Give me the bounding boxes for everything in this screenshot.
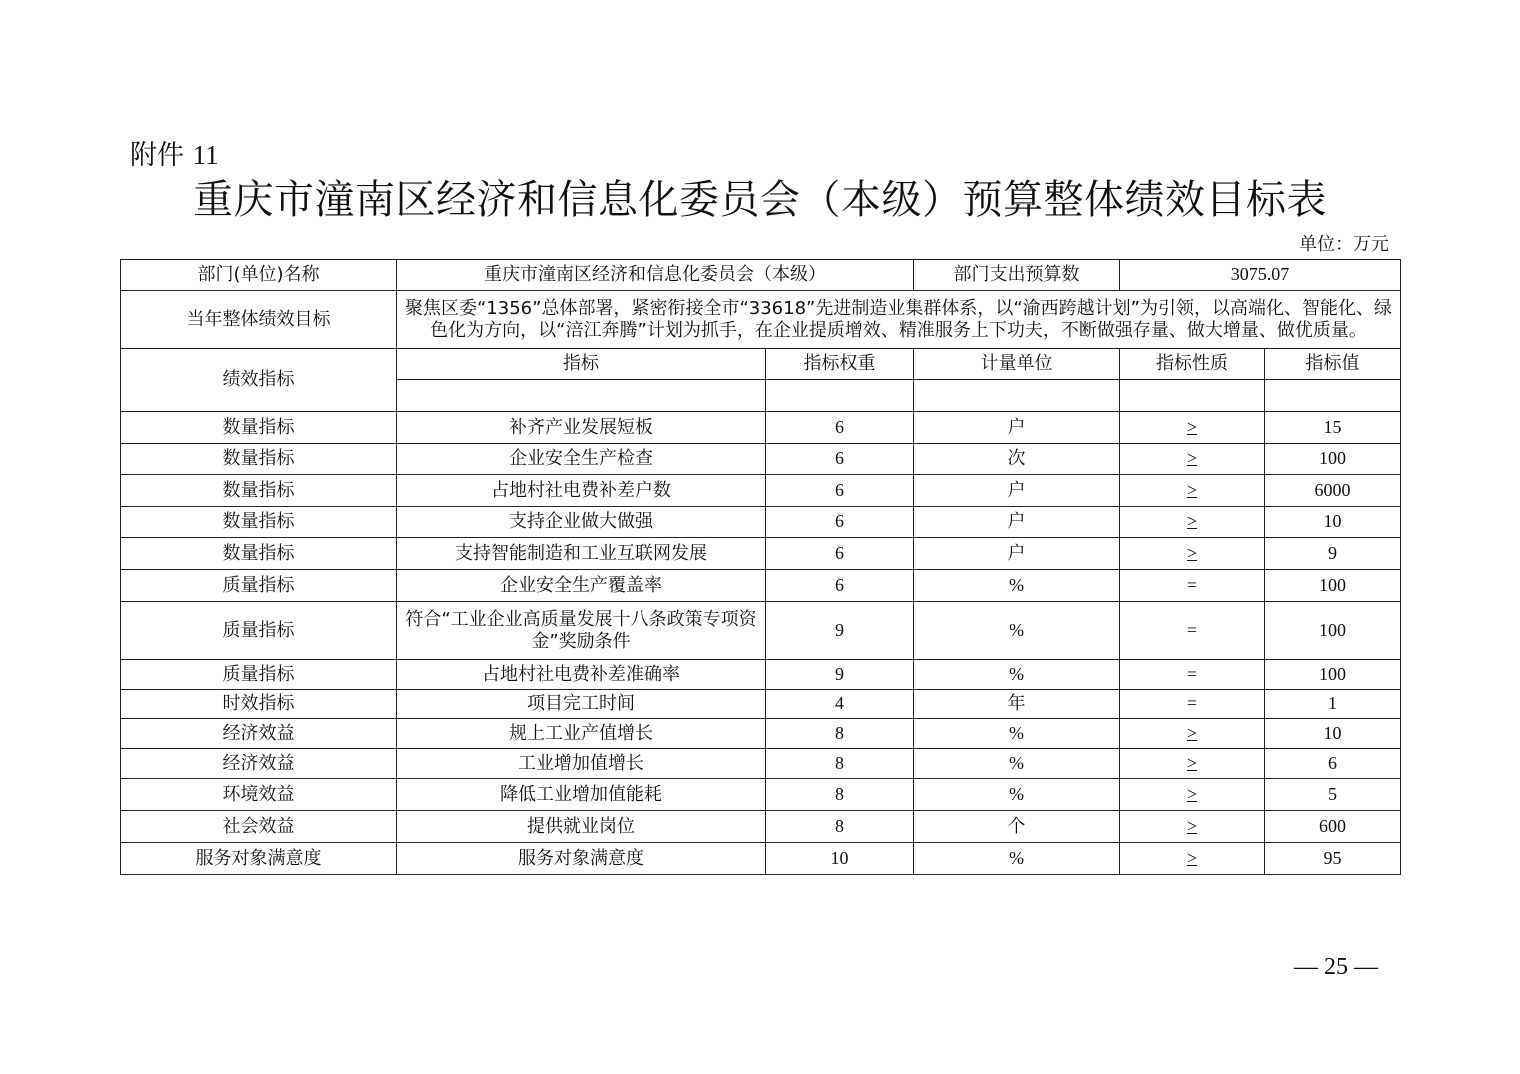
cell-indicator: 项目完工时间 <box>397 690 766 719</box>
cell-category: 数量指标 <box>121 538 397 570</box>
unit-note: 单位：万元 <box>1299 234 1389 255</box>
table-row <box>121 690 1401 719</box>
cell-value: 9 <box>1265 538 1401 570</box>
cell-weight: 8 <box>766 779 914 811</box>
table-row <box>121 779 1401 811</box>
page-number: — 25 — <box>1294 954 1378 980</box>
blank-cell <box>397 380 766 412</box>
cell-indicator: 规上工业产值增长 <box>397 719 766 749</box>
table-row <box>121 660 1401 690</box>
cell-nature: = <box>1120 602 1265 660</box>
cell-weight: 6 <box>766 570 914 602</box>
table-row <box>121 475 1401 507</box>
cell-weight: 8 <box>766 719 914 749</box>
cell-indicator: 占地村社电费补差户数 <box>397 475 766 507</box>
cell-unit: % <box>914 779 1120 811</box>
cell-value: 6 <box>1265 749 1401 779</box>
cell-value: 600 <box>1265 811 1401 843</box>
cell-nature: > <box>1120 538 1265 570</box>
cell-unit: 户 <box>914 538 1120 570</box>
blank-cell <box>1265 380 1401 412</box>
attachment-label <box>130 133 219 172</box>
table-row <box>121 507 1401 538</box>
goal-label: 当年整体绩效目标 <box>121 291 397 349</box>
cell-weight: 4 <box>766 690 914 719</box>
attachment-number: 11 <box>192 140 219 170</box>
header-unit: 计量单位 <box>914 349 1120 380</box>
cell-nature: > <box>1120 719 1265 749</box>
cell-indicator: 企业安全生产检查 <box>397 444 766 475</box>
cell-weight: 6 <box>766 444 914 475</box>
cell-value: 100 <box>1265 660 1401 690</box>
cell-value: 100 <box>1265 602 1401 660</box>
cell-nature: > <box>1120 507 1265 538</box>
table-row <box>121 719 1401 749</box>
performance-table <box>120 259 1401 875</box>
table-row <box>121 811 1401 843</box>
table-row <box>121 444 1401 475</box>
table-row <box>121 570 1401 602</box>
cell-category: 服务对象满意度 <box>121 843 397 875</box>
header-row <box>121 349 1401 380</box>
cell-category: 质量指标 <box>121 660 397 690</box>
cell-unit: 户 <box>914 412 1120 444</box>
cell-weight: 6 <box>766 507 914 538</box>
cell-category: 经济效益 <box>121 749 397 779</box>
cell-nature: > <box>1120 749 1265 779</box>
dept-row <box>121 260 1401 291</box>
cell-unit: % <box>914 660 1120 690</box>
cell-value: 6000 <box>1265 475 1401 507</box>
cell-value: 10 <box>1265 719 1401 749</box>
table-row <box>121 412 1401 444</box>
table-row <box>121 538 1401 570</box>
cell-nature: = <box>1120 690 1265 719</box>
blank-cell <box>1120 380 1265 412</box>
cell-unit: 个 <box>914 811 1120 843</box>
attachment-text: 附件 <box>130 140 184 171</box>
cell-nature: > <box>1120 811 1265 843</box>
cell-category: 质量指标 <box>121 570 397 602</box>
blank-cell <box>766 380 914 412</box>
cell-unit: 户 <box>914 475 1120 507</box>
cell-category: 数量指标 <box>121 475 397 507</box>
cell-nature: > <box>1120 843 1265 875</box>
table-row <box>121 749 1401 779</box>
table-row <box>121 843 1401 875</box>
goal-text: 聚焦区委“1356”总体部署，紧密衔接全市“33618”先进制造业集群体系，以“渝西跨越计划”为引领，以高端化、智能化、绿色化为方向，以“涪江奔腾”计划为抓手，在企业提质增效、精准服务上下功夫，不断做强存量、做大增量、做优质量。 <box>397 291 1401 349</box>
cell-nature: > <box>1120 444 1265 475</box>
page-title: 重庆市潼南区经济和信息化委员会（本级）预算整体绩效目标表 <box>193 177 1327 223</box>
cell-weight: 6 <box>766 475 914 507</box>
cell-unit: % <box>914 843 1120 875</box>
blank-cell <box>914 380 1120 412</box>
goal-row <box>121 291 1401 349</box>
cell-category: 质量指标 <box>121 602 397 660</box>
header-value: 指标值 <box>1265 349 1401 380</box>
budget-value: 3075.07 <box>1120 260 1401 291</box>
cell-nature: = <box>1120 660 1265 690</box>
header-category: 绩效指标 <box>121 349 397 412</box>
cell-unit: 户 <box>914 507 1120 538</box>
cell-weight: 6 <box>766 412 914 444</box>
cell-nature: > <box>1120 475 1265 507</box>
dept-label: 部门(单位)名称 <box>121 260 397 291</box>
cell-indicator: 支持智能制造和工业互联网发展 <box>397 538 766 570</box>
cell-indicator: 提供就业岗位 <box>397 811 766 843</box>
cell-indicator: 工业增加值增长 <box>397 749 766 779</box>
cell-nature: > <box>1120 779 1265 811</box>
table-body <box>121 260 1401 875</box>
header-weight: 指标权重 <box>766 349 914 380</box>
header-nature: 指标性质 <box>1120 349 1265 380</box>
cell-value: 100 <box>1265 444 1401 475</box>
cell-weight: 8 <box>766 811 914 843</box>
cell-unit: 次 <box>914 444 1120 475</box>
cell-unit: 年 <box>914 690 1120 719</box>
cell-value: 5 <box>1265 779 1401 811</box>
cell-unit: % <box>914 602 1120 660</box>
cell-nature: > <box>1120 412 1265 444</box>
cell-indicator: 补齐产业发展短板 <box>397 412 766 444</box>
cell-value: 100 <box>1265 570 1401 602</box>
cell-indicator: 降低工业增加值能耗 <box>397 779 766 811</box>
header-indicator: 指标 <box>397 349 766 380</box>
cell-unit: % <box>914 570 1120 602</box>
cell-weight: 10 <box>766 843 914 875</box>
cell-nature: = <box>1120 570 1265 602</box>
cell-unit: % <box>914 749 1120 779</box>
cell-category: 社会效益 <box>121 811 397 843</box>
cell-indicator: 符合“工业企业高质量发展十八条政策专项资金”奖励条件 <box>397 602 766 660</box>
cell-category: 经济效益 <box>121 719 397 749</box>
cell-indicator: 支持企业做大做强 <box>397 507 766 538</box>
cell-value: 95 <box>1265 843 1401 875</box>
cell-value: 10 <box>1265 507 1401 538</box>
cell-weight: 9 <box>766 660 914 690</box>
cell-value: 15 <box>1265 412 1401 444</box>
cell-unit: % <box>914 719 1120 749</box>
cell-indicator: 企业安全生产覆盖率 <box>397 570 766 602</box>
budget-label: 部门支出预算数 <box>914 260 1120 291</box>
cell-weight: 6 <box>766 538 914 570</box>
cell-category: 数量指标 <box>121 412 397 444</box>
dept-value: 重庆市潼南区经济和信息化委员会（本级） <box>397 260 914 291</box>
table-row <box>121 602 1401 660</box>
cell-category: 时效指标 <box>121 690 397 719</box>
cell-category: 环境效益 <box>121 779 397 811</box>
cell-value: 1 <box>1265 690 1401 719</box>
cell-weight: 8 <box>766 749 914 779</box>
cell-weight: 9 <box>766 602 914 660</box>
cell-indicator: 服务对象满意度 <box>397 843 766 875</box>
cell-indicator: 占地村社电费补差准确率 <box>397 660 766 690</box>
cell-category: 数量指标 <box>121 444 397 475</box>
cell-category: 数量指标 <box>121 507 397 538</box>
